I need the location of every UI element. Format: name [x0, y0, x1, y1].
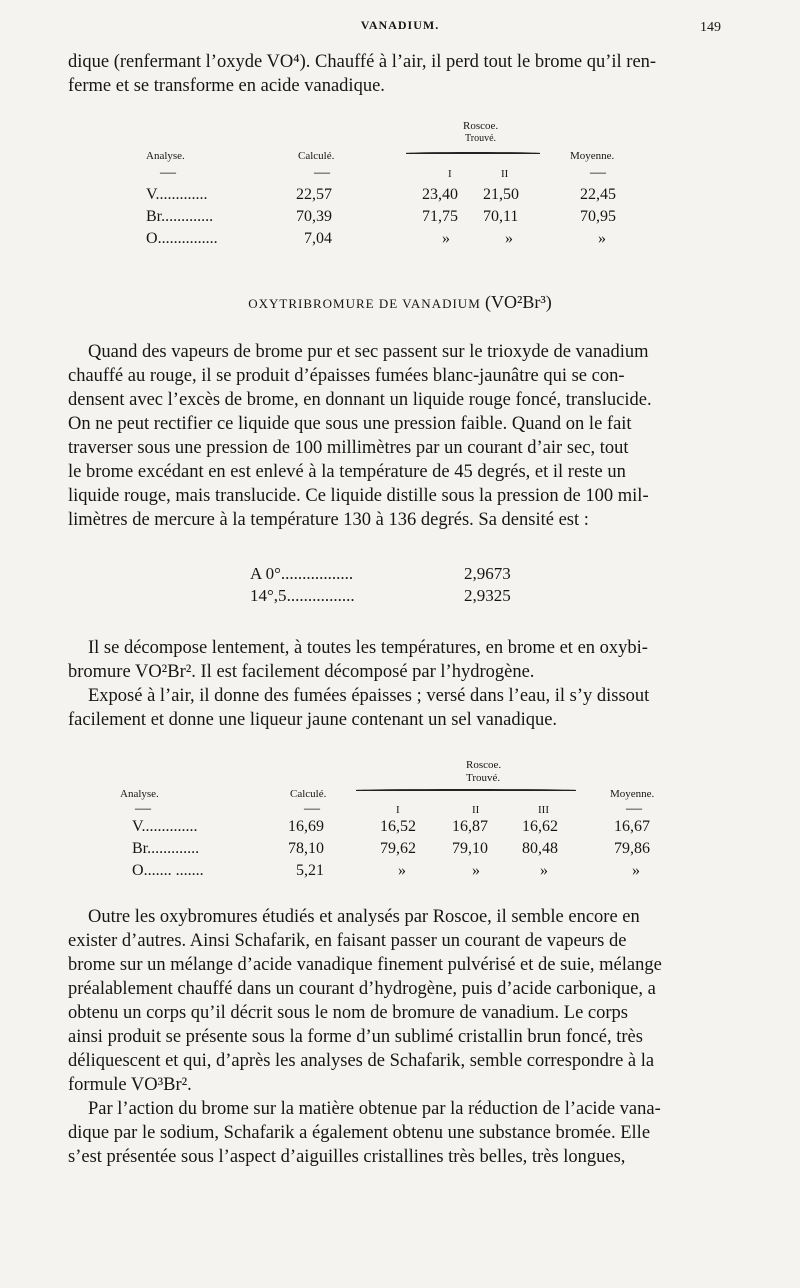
text-line: facilement et donne une liqueur jaune contenant un sel vanadique. — [68, 710, 558, 730]
text-line: Outre les oxybromures étudiés et analysés par Roscoe, il semble encore en — [88, 907, 640, 927]
density-row: A 0°................. 2,9673 — [250, 564, 511, 583]
col-ii: II — [501, 168, 509, 180]
text-line: brome sur un mélange d’acide vanadique finement pulvérisé et de suie, mélange — [68, 955, 662, 975]
text-line: formule VO³Br². — [68, 1075, 192, 1095]
text-line: dique par le sodium, Schafarik a également obtenu une substance bromée. Elle — [68, 1123, 651, 1143]
found-iii: 16,62 — [522, 818, 558, 835]
mean-value: » — [598, 230, 606, 247]
row-label: O............... — [146, 230, 218, 247]
mean-value: 16,67 — [614, 818, 650, 835]
mean-value: 22,45 — [580, 186, 616, 203]
text-line: obtenu un corps qu’il décrit sous le nom de bromure de vanadium. Le corps — [68, 1003, 628, 1023]
found-iii: » — [540, 862, 548, 879]
text-line: chauffé au rouge, il se produit d’épaisses fumées blanc-jaunâtre qui se con- — [68, 366, 625, 386]
brace — [356, 789, 576, 791]
col-analyse: Analyse. — [146, 150, 185, 162]
running-title: VANADIUM. — [360, 18, 440, 32]
found-ii: 79,10 — [452, 840, 488, 857]
col-moyenne: Moyenne. — [610, 788, 655, 800]
dash: — — [590, 164, 606, 181]
row-label: Br............. — [132, 840, 200, 857]
calc-value: 70,39 — [296, 208, 332, 225]
density-temp: A 0° — [250, 564, 281, 583]
section-title — [0, 292, 800, 313]
page-number: 149 — [700, 20, 721, 35]
paragraph-preparation — [68, 340, 726, 532]
paragraph-intro — [68, 50, 726, 98]
text-line: exister d’autres. Ainsi Schafarik, en faisant passer un courant de vapeurs de — [68, 931, 627, 951]
calc-value: 7,04 — [304, 230, 332, 247]
found-i: 23,40 — [422, 186, 458, 203]
section-formula: (VO²Br³) — [485, 292, 552, 312]
found-i: » — [442, 230, 450, 247]
section-title-text: OXYTRIBROMURE DE VANADIUM — [248, 296, 481, 311]
dash: — — [135, 800, 151, 817]
found-ii: » — [505, 230, 513, 247]
col-i: I — [396, 804, 400, 816]
found-ii: 21,50 — [483, 186, 519, 203]
text-line: densent avec l’excès de brome, en donnant un liquide rouge foncé, translucide. — [68, 390, 652, 410]
mean-value: 79,86 — [614, 840, 650, 857]
dash: — — [314, 164, 330, 181]
calc-value: 5,21 — [296, 862, 324, 879]
mean-value: » — [632, 862, 640, 879]
row-label: O....... ....... — [132, 862, 204, 879]
text-line: liquide rouge, mais translucide. Ce liquide distille sous la pression de 100 mil- — [68, 486, 649, 506]
found-ii: » — [472, 862, 480, 879]
paragraph-schafarik — [68, 905, 726, 1169]
dash: — — [626, 800, 642, 817]
text-line: On ne peut rectifier ce liquide que sous une pression faible. Quand on le fait — [68, 414, 632, 434]
text-line: dique (renfermant l’oxyde VO⁴). Chauffé à l’air, il perd tout le brome qu’il ren- — [68, 52, 657, 72]
text-line: préalablement chauffé dans un courant d’hydrogène, puis d’acide carbonique, a — [68, 979, 656, 999]
found-i: 16,52 — [380, 818, 416, 835]
trouve-label: Trouvé. — [465, 133, 497, 144]
text-line: bromure VO²Br². Il est facilement décomposé par l’hydrogène. — [68, 662, 535, 682]
roscoe-label: Roscoe. — [466, 759, 502, 771]
col-analyse: Analyse. — [120, 788, 159, 800]
found-iii: 80,48 — [522, 840, 558, 857]
text-line: le brome excédant en est enlevé à la température de 45 degrés, et il reste un — [68, 462, 626, 482]
found-i: 71,75 — [422, 208, 458, 225]
text-line: déliquescent et qui, d’après les analyses de Schafarik, semble correspondre à la — [68, 1051, 655, 1071]
text-line: Par l’action du brome sur la matière obtenue par la réduction de l’acide vana- — [88, 1099, 661, 1119]
text-line: Exposé à l’air, il donne des fumées épaisses ; versé dans l’eau, il s’y dissout — [88, 686, 650, 706]
paragraph-decomposition — [68, 636, 726, 732]
text-line: Quand des vapeurs de brome pur et sec passent sur le trioxyde de vanadium — [88, 342, 649, 362]
col-i: I — [448, 168, 452, 180]
calc-value: 22,57 — [296, 186, 332, 203]
roscoe-label: Roscoe. — [463, 120, 499, 132]
density-row: 14°,5................ 2,9325 — [250, 586, 511, 605]
col-iii: III — [538, 804, 549, 816]
density-temp: 14°,5 — [250, 586, 287, 605]
col-ii: II — [472, 804, 480, 816]
text-line: traverser sous une pression de 100 millimètres par un courant d’air sec, tout — [68, 438, 629, 458]
brace — [406, 152, 540, 154]
mean-value: 70,95 — [580, 208, 616, 225]
text-line: Il se décompose lentement, à toutes les températures, en brome et en oxybi- — [88, 638, 648, 658]
text-line: ainsi produit se présente sous la forme d’un sublimé cristallin brun foncé, très — [68, 1027, 643, 1047]
row-label: V............. — [146, 186, 208, 203]
density-value: 2,9673 — [464, 564, 511, 583]
calc-value: 78,10 — [288, 840, 324, 857]
dash: — — [160, 164, 176, 181]
found-ii: 70,11 — [483, 208, 519, 225]
row-label: V.............. — [132, 818, 198, 835]
col-calcule: Calculé. — [298, 150, 335, 162]
found-ii: 16,87 — [452, 818, 488, 835]
text-line: limètres de mercure à la température 130 à 136 degrés. Sa densité est : — [68, 510, 589, 530]
calc-value: 16,69 — [288, 818, 324, 835]
text-line: s’est présentée sous l’aspect d’aiguilles cristallines très belles, très longues, — [68, 1147, 626, 1167]
density-value: 2,9325 — [464, 586, 511, 605]
trouve-label: Trouvé. — [466, 772, 501, 784]
found-i: » — [398, 862, 406, 879]
dash: — — [304, 800, 320, 817]
text-line: ferme et se transforme en acide vanadique. — [68, 76, 385, 96]
found-i: 79,62 — [380, 840, 416, 857]
col-moyenne: Moyenne. — [570, 150, 615, 162]
row-label: Br............. — [146, 208, 214, 225]
col-calcule: Calculé. — [290, 788, 327, 800]
